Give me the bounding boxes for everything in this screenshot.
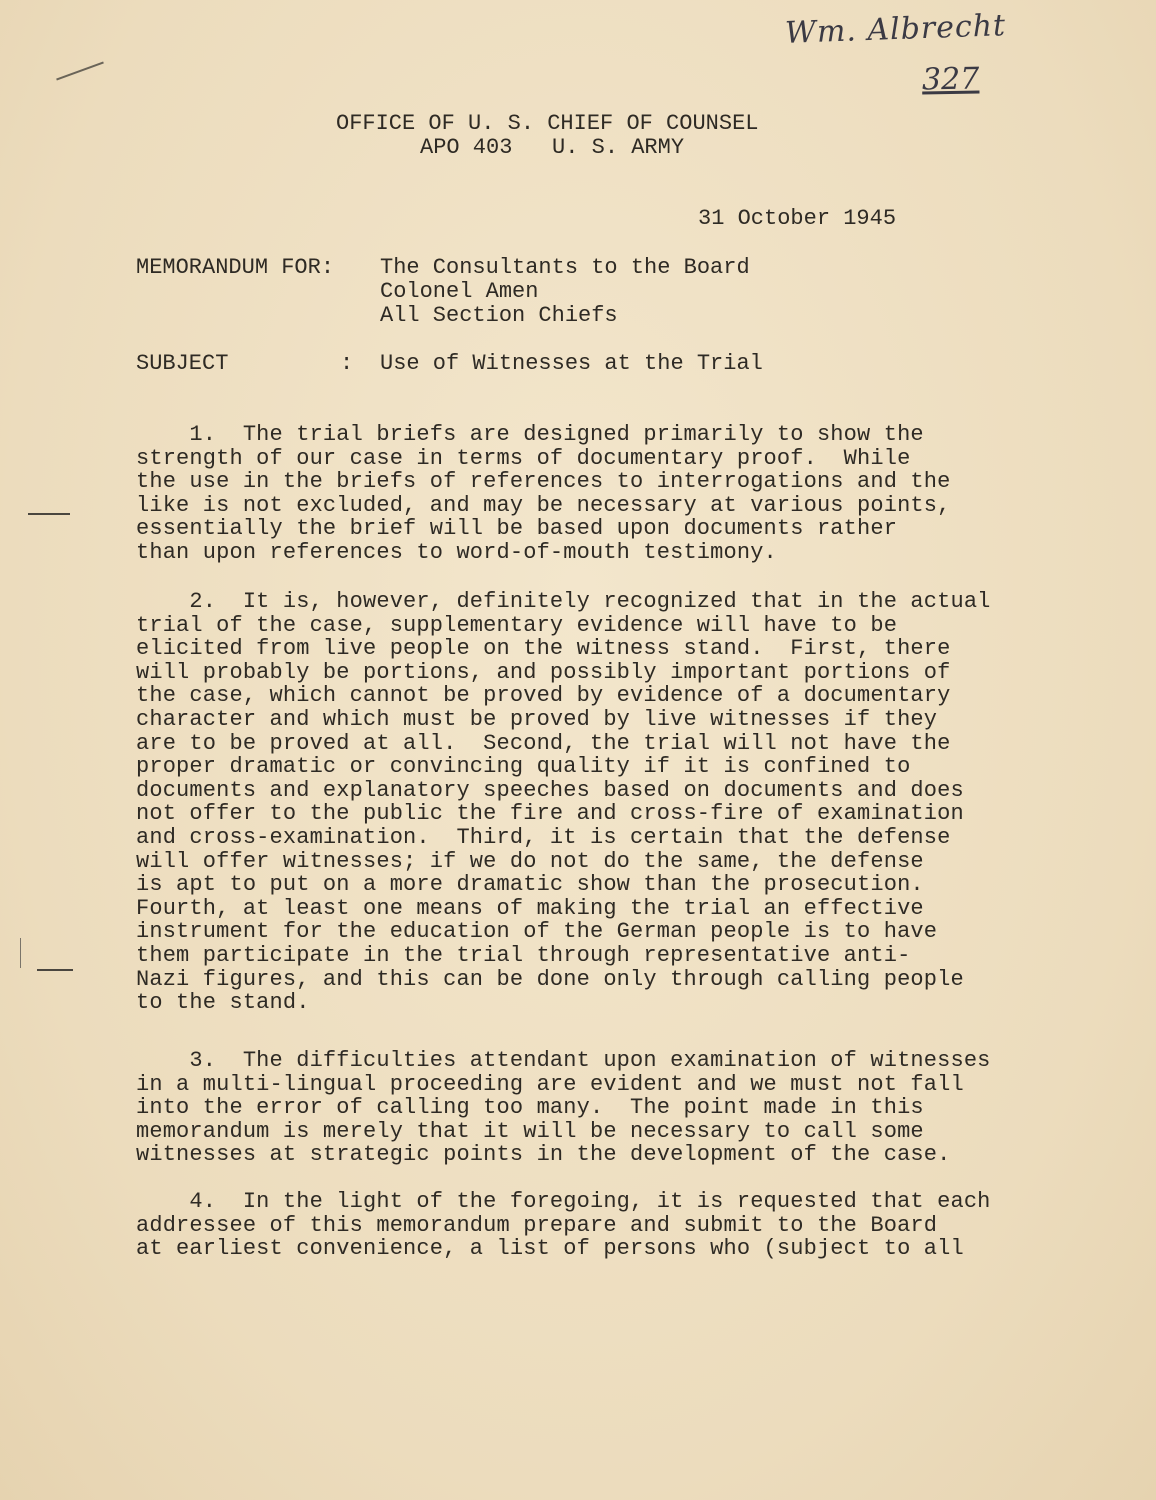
subject-text: Use of Witnesses at the Trial: [380, 351, 763, 376]
paragraph-line: proper dramatic or convincing quality if it is confined to: [136, 754, 911, 780]
paragraph-line: 4. In the light of the foregoing, it is requested that each: [136, 1189, 991, 1214]
paragraph-line: than upon references to word-of-mouth testimony.: [136, 539, 777, 565]
paragraph-line: instrument for the education of the German people is to have: [136, 919, 938, 945]
memo-date: 31 October 1945: [698, 206, 897, 231]
paragraph-line: 1. The trial briefs are designed primarily to show the: [136, 422, 924, 447]
paragraph-line: them participate in the trial through representative anti-: [136, 942, 911, 968]
paragraph-2: [136, 590, 991, 1015]
paragraph-line: will offer witnesses; if we do not do the same, the defense: [136, 848, 924, 874]
paragraph-line: 3. The difficulties attendant upon examination of witnesses: [136, 1048, 991, 1073]
paragraph-line: memorandum is merely that it will be necessary to call some: [136, 1118, 924, 1144]
paragraph-line: at earliest convenience, a list of persons who (subject to all: [136, 1236, 964, 1262]
paragraph-line: Nazi figures, and this can be done only through calling people: [136, 966, 964, 992]
subject-label: SUBJECT: [136, 351, 229, 376]
paragraph-line: strength of our case in terms of documentary proof. While: [136, 445, 911, 471]
paragraph-line: documents and explanatory speeches based on documents and does: [136, 777, 964, 803]
paragraph-line: will probably be portions, and possibly important portions of: [136, 659, 951, 685]
paragraph-line: 2. It is, however, definitely recognized that in the actual: [136, 589, 991, 614]
paragraph-line: addressee of this memorandum prepare and submit to the Board: [136, 1212, 938, 1238]
letterhead-apo: APO 403 U. S. ARMY: [420, 135, 685, 160]
paragraph-line: in a multi-lingual proceeding are evident and we must not fall: [136, 1071, 964, 1097]
paragraph-line: like is not excluded, and may be necessary at various points,: [136, 492, 951, 518]
handwritten-document-number: 327: [921, 61, 980, 98]
paragraph-line: the use in the briefs of references to interrogations and the: [136, 469, 951, 495]
paragraph-line: and cross-examination. Third, it is certain that the defense: [136, 824, 951, 850]
margin-dash-mark: [37, 969, 73, 971]
paragraph-4: [136, 1190, 991, 1261]
paragraph-line: trial of the case, supplementary evidence will have to be: [136, 612, 898, 638]
paragraph-line: elicited from live people on the witness stand. First, there: [136, 636, 951, 662]
addressee: The Consultants to the Board: [380, 255, 750, 280]
handwritten-name: Wm. Albrecht: [784, 8, 1007, 51]
memorandum-for-label: MEMORANDUM FOR:: [136, 255, 335, 280]
subject-colon: :: [340, 351, 354, 376]
paragraph-line: character and which must be proved by live witnesses if they: [136, 706, 938, 732]
pencil-mark: [56, 62, 104, 81]
margin-vertical-mark: [20, 938, 21, 968]
addressee: Colonel Amen: [380, 279, 539, 304]
paragraph-line: Fourth, at least one means of making the trial an effective: [136, 895, 924, 921]
paragraph-line: witnesses at strategic points in the development of the case.: [136, 1142, 951, 1168]
paragraph-line: into the error of calling too many. The point made in this: [136, 1095, 924, 1121]
paragraph-line: not offer to the public the fire and cross-fire of examination: [136, 801, 964, 827]
paragraph-3: [136, 1049, 991, 1167]
paragraph-line: to the stand.: [136, 990, 310, 1016]
letterhead-office: OFFICE OF U. S. CHIEF OF COUNSEL: [336, 111, 759, 136]
paragraph-line: is apt to put on a more dramatic show than the prosecution.: [136, 872, 924, 898]
paragraph-line: essentially the brief will be based upon documents rather: [136, 516, 898, 542]
paragraph-1: [136, 423, 950, 565]
addressee: All Section Chiefs: [380, 303, 618, 328]
paragraph-line: are to be proved at all. Second, the trial will not have the: [136, 730, 951, 756]
paragraph-line: the case, which cannot be proved by evidence of a documentary: [136, 683, 951, 709]
margin-dash-mark: [28, 513, 70, 515]
